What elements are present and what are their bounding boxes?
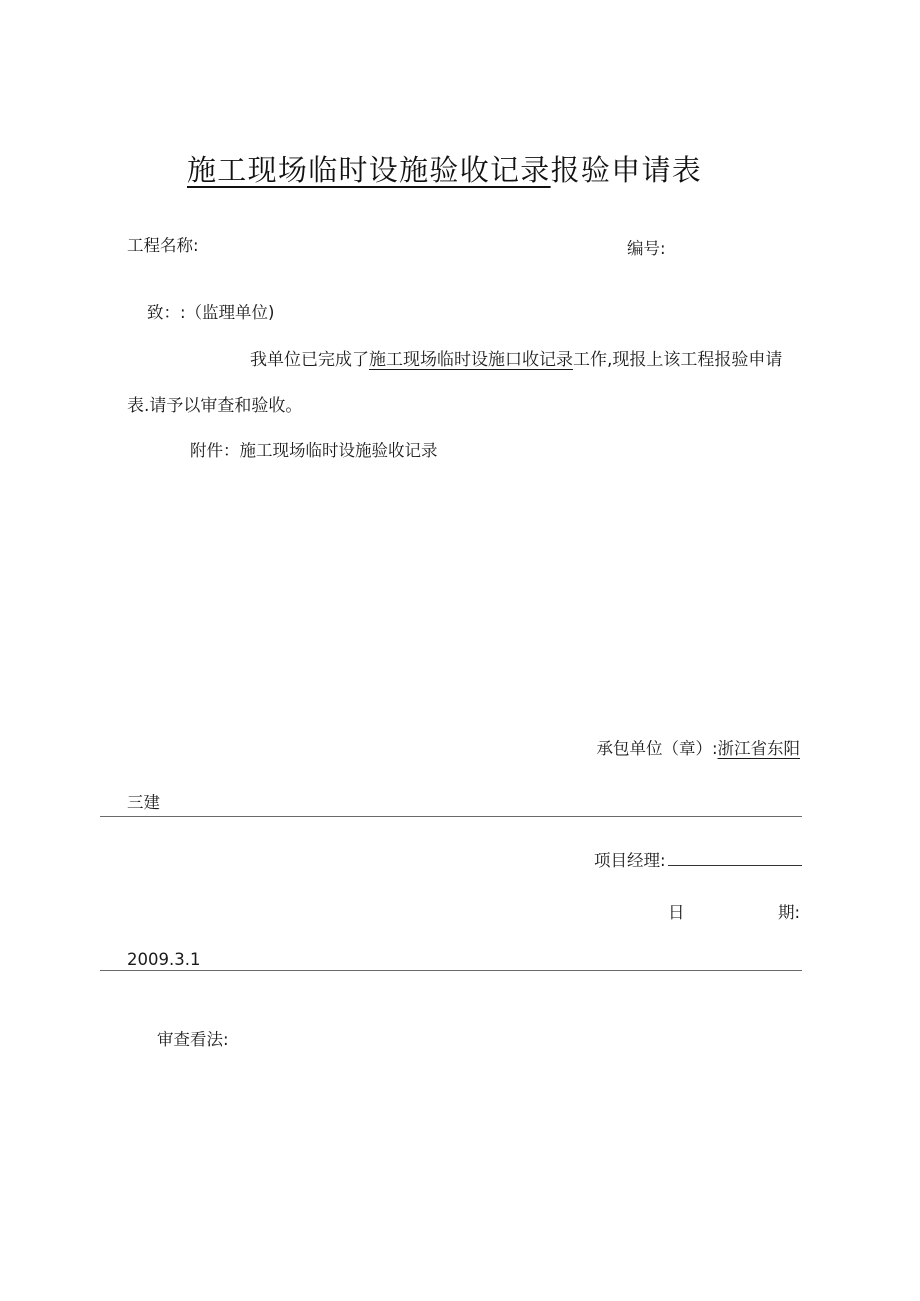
title-rest: 报验申请表 xyxy=(550,153,703,187)
body-prefix: 我单位已完成了 xyxy=(250,350,369,370)
manager-label: 项目经理: xyxy=(594,851,666,870)
page-title xyxy=(187,150,702,190)
manager-line xyxy=(594,850,802,871)
contractor-value-continued: 三建 xyxy=(127,793,160,812)
body-line-1 xyxy=(250,350,782,370)
contractor-value: 浙江省东阳 xyxy=(717,739,800,758)
number-label: 编号: xyxy=(627,239,666,258)
body-underlined-item: 施工现场临时设施口收记录 xyxy=(369,350,573,370)
divider-line xyxy=(100,970,802,971)
date-value: 2009.3.1 xyxy=(127,950,201,969)
manager-signature-blank xyxy=(668,850,802,866)
addressee-line: 致：:（监理单位) xyxy=(147,303,275,322)
body-line-2: 表.请予以审查和验收。 xyxy=(127,396,303,416)
attachment-line: 附件：施工现场临时设施验收记录 xyxy=(190,441,438,460)
contractor-label: 承包单位（章）: xyxy=(596,739,718,758)
date-label-part-2: 期: xyxy=(778,903,801,922)
review-opinion-label: 审查看法: xyxy=(157,1030,229,1049)
divider-line xyxy=(100,816,802,817)
title-underlined-part: 施工现场临时设施验收记录 xyxy=(187,153,551,187)
contractor-line xyxy=(596,739,800,759)
body-suffix: 工作,现报上该工程报验申请 xyxy=(573,350,783,370)
project-name-label: 工程名称: xyxy=(127,236,199,255)
date-label-part-1: 日 xyxy=(668,903,685,922)
